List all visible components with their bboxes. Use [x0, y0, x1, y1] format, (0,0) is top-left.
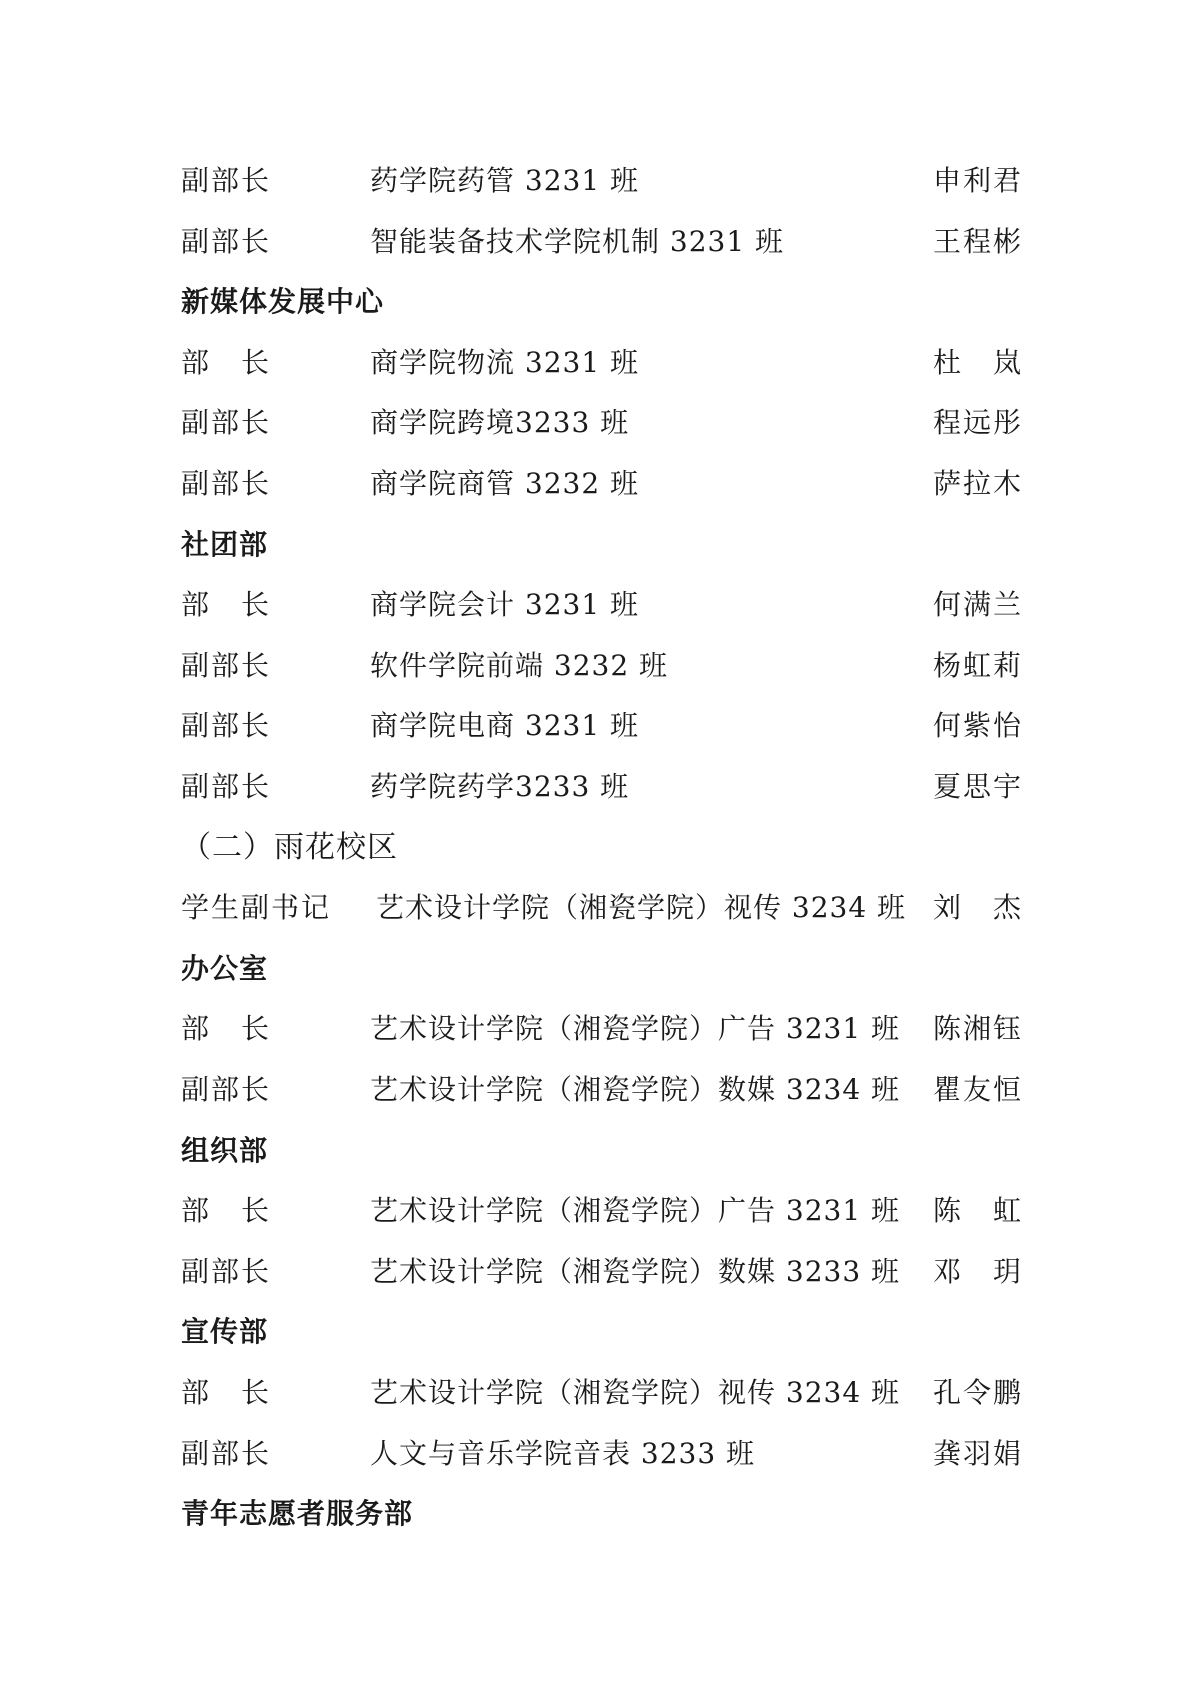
member-role: 副部长	[181, 1437, 272, 1470]
section-heading: 宣传部	[181, 1315, 269, 1348]
member-class: 商学院跨境3233 班	[370, 406, 630, 439]
member-role: 副部长	[181, 467, 272, 500]
member-row	[0, 1189, 1191, 1233]
member-row	[0, 462, 1191, 506]
member-row	[0, 1068, 1191, 1112]
campus-section-title: （二）雨花校区	[181, 830, 398, 865]
member-name: 瞿友恒	[932, 1073, 1023, 1106]
member-class: 软件学院前端 3232 班	[370, 649, 669, 682]
member-name: 孔令鹏	[932, 1376, 1023, 1409]
member-class: 艺术设计学院（湘瓷学院）视传 3234 班	[370, 1376, 901, 1409]
member-name: 杜 岚	[932, 346, 1023, 379]
member-row	[0, 1432, 1191, 1476]
member-name: 杨虹莉	[932, 649, 1023, 682]
member-class: 智能装备技术学院机制 3231 班	[370, 225, 785, 258]
member-role: 副部长	[181, 164, 272, 197]
member-row	[0, 341, 1191, 385]
member-role: 副部长	[181, 1073, 272, 1106]
member-name: 刘 杰	[932, 891, 1023, 924]
section-heading: 社团部	[181, 528, 269, 561]
member-role: 部 长	[181, 588, 272, 621]
member-name: 陈湘钰	[932, 1012, 1023, 1045]
section-heading: 青年志愿者服务部	[181, 1497, 414, 1530]
member-row	[0, 159, 1191, 203]
section-heading: 新媒体发展中心	[181, 285, 385, 318]
member-name: 申利君	[932, 164, 1023, 197]
member-role: 部 长	[181, 346, 272, 379]
section-heading: 办公室	[181, 952, 269, 985]
member-row	[0, 1250, 1191, 1294]
member-name: 陈 虹	[932, 1194, 1023, 1227]
member-role: 副部长	[181, 406, 272, 439]
member-row	[0, 765, 1191, 809]
member-name: 邓 玥	[932, 1255, 1023, 1288]
member-role: 部 长	[181, 1012, 272, 1045]
member-name: 程远彤	[932, 406, 1023, 439]
member-row	[0, 886, 1191, 930]
member-class: 药学院药管 3231 班	[370, 164, 640, 197]
member-name: 龚羽娟	[932, 1437, 1023, 1470]
member-role: 部 长	[181, 1194, 272, 1227]
member-class: 艺术设计学院（湘瓷学院）广告 3231 班	[370, 1012, 901, 1045]
member-row	[0, 644, 1191, 688]
member-role: 副部长	[181, 649, 272, 682]
section-heading: 组织部	[181, 1134, 269, 1167]
member-row	[0, 1007, 1191, 1051]
member-role: 副部长	[181, 225, 272, 258]
member-role: 副部长	[181, 770, 272, 803]
member-class: 艺术设计学院（湘瓷学院）视传 3234 班	[376, 891, 907, 924]
member-class: 艺术设计学院（湘瓷学院）数媒 3234 班	[370, 1073, 901, 1106]
member-class: 人文与音乐学院音表 3233 班	[370, 1437, 756, 1470]
member-name: 萨拉木	[932, 467, 1023, 500]
member-row	[0, 1371, 1191, 1415]
member-class: 商学院会计 3231 班	[370, 588, 640, 621]
member-role: 副部长	[181, 709, 272, 742]
member-row	[0, 220, 1191, 264]
member-class: 艺术设计学院（湘瓷学院）广告 3231 班	[370, 1194, 901, 1227]
member-role: 副部长	[181, 1255, 272, 1288]
member-name: 何满兰	[932, 588, 1023, 621]
member-row	[0, 401, 1191, 445]
member-row	[0, 704, 1191, 748]
member-class: 商学院物流 3231 班	[370, 346, 640, 379]
member-class: 商学院电商 3231 班	[370, 709, 640, 742]
member-class: 艺术设计学院（湘瓷学院）数媒 3233 班	[370, 1255, 901, 1288]
member-row	[0, 583, 1191, 627]
member-name: 何紫怡	[932, 709, 1023, 742]
member-role: 部 长	[181, 1376, 272, 1409]
member-role: 学生副书记	[181, 891, 332, 924]
member-class: 药学院药学3233 班	[370, 770, 630, 803]
member-name: 夏思宇	[932, 770, 1023, 803]
member-class: 商学院商管 3232 班	[370, 467, 640, 500]
member-name: 王程彬	[932, 225, 1023, 258]
